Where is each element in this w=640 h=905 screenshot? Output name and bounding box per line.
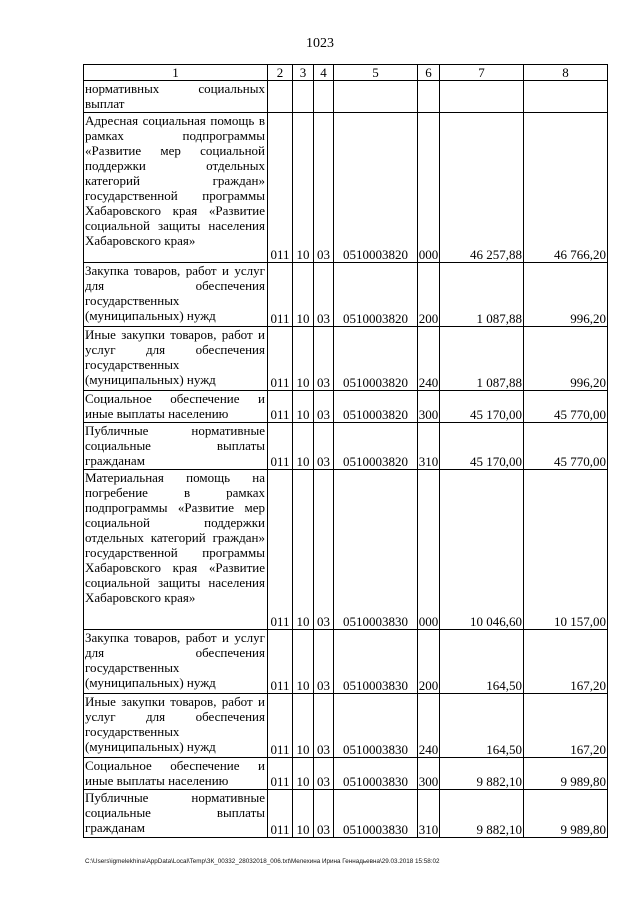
cell-amount-2: 996,20	[524, 327, 608, 391]
budget-table	[83, 64, 608, 838]
cell-subsection: 03	[314, 113, 334, 263]
table-row	[84, 758, 608, 790]
cell-target-article: 0510003830	[334, 630, 418, 694]
cell-amount-1: 10 046,60	[440, 470, 524, 630]
cell-expense-type: 310	[418, 423, 440, 470]
cell-expense-type: 240	[418, 327, 440, 391]
cell-section: 10	[293, 630, 314, 694]
cell-ministry: 011	[268, 630, 293, 694]
table-row	[84, 694, 608, 758]
row-name: Иные закупки товаров, работ и услуг для обеспечения государственных (муниципальных) нужд	[84, 327, 268, 391]
cell-ministry: 011	[268, 470, 293, 630]
table-row	[84, 391, 608, 423]
page-number: 1023	[306, 36, 334, 51]
cell-ministry: 011	[268, 113, 293, 263]
row-name: Закупка товаров, работ и услуг для обеспечения государственных (муниципальных) нужд	[84, 263, 268, 327]
cell-section: 10	[293, 758, 314, 790]
cell-expense-type: 300	[418, 391, 440, 423]
cell-section: 10	[293, 423, 314, 470]
cell-amount-2: 46 766,20	[524, 113, 608, 263]
cell-amount-1: 46 257,88	[440, 113, 524, 263]
cell-amount-2: 45 770,00	[524, 391, 608, 423]
cell-section: 10	[293, 694, 314, 758]
cell-ministry: 011	[268, 327, 293, 391]
row-name: Социальное обеспечение и иные выплаты населению	[84, 758, 268, 790]
cell-target-article: 0510003830	[334, 790, 418, 838]
cell-amount-2: 45 770,00	[524, 423, 608, 470]
cell-section: 10	[293, 263, 314, 327]
cell-target-article: 0510003820	[334, 327, 418, 391]
table-header-row	[84, 65, 608, 81]
table-row	[84, 630, 608, 694]
table-row	[84, 327, 608, 391]
cell-expense-type: 000	[418, 470, 440, 630]
cell-expense-type: 310	[418, 790, 440, 838]
cell-subsection: 03	[314, 694, 334, 758]
header-cell: 1	[84, 65, 268, 81]
header-cell: 3	[293, 65, 314, 81]
cell-section: 10	[293, 113, 314, 263]
header-cell: 5	[334, 65, 418, 81]
cell-ministry: 011	[268, 263, 293, 327]
cell-amount-2: 9 989,80	[524, 758, 608, 790]
cell-ministry: 011	[268, 694, 293, 758]
cell-ministry: 011	[268, 790, 293, 838]
row-name: нормативных социальных выплат	[84, 81, 268, 113]
row-name: Закупка товаров, работ и услуг для обеспечения государственных (муниципальных) нужд	[84, 630, 268, 694]
cell-section: 10	[293, 391, 314, 423]
row-name: Социальное обеспечение и иные выплаты населению	[84, 391, 268, 423]
cell-subsection: 03	[314, 630, 334, 694]
cell-expense-type	[418, 81, 440, 113]
table-row	[84, 790, 608, 838]
cell-expense-type: 300	[418, 758, 440, 790]
row-name: Иные закупки товаров, работ и услуг для обеспечения государственных (муниципальных) нужд	[84, 694, 268, 758]
cell-expense-type: 000	[418, 113, 440, 263]
cell-target-article: 0510003820	[334, 263, 418, 327]
cell-amount-1: 1 087,88	[440, 327, 524, 391]
cell-expense-type: 240	[418, 694, 440, 758]
header-cell: 7	[440, 65, 524, 81]
table-row	[84, 423, 608, 470]
table-row	[84, 113, 608, 263]
cell-target-article: 0510003830	[334, 758, 418, 790]
cell-ministry: 011	[268, 423, 293, 470]
table-row	[84, 263, 608, 327]
cell-amount-1: 9 882,10	[440, 758, 524, 790]
cell-section: 10	[293, 470, 314, 630]
row-name: Публичные нормативные социальные выплаты гражданам	[84, 790, 268, 838]
cell-subsection	[314, 81, 334, 113]
cell-amount-1: 45 170,00	[440, 391, 524, 423]
cell-subsection: 03	[314, 790, 334, 838]
row-name: Материальная помощь на погребение в рамках подпрограммы «Развитие мер социальной поддержки отдельных категорий граждан» государственной программы Хабаровского края «Развитие социальной защиты населения Хабаровского края»	[84, 470, 268, 630]
cell-target-article: 0510003830	[334, 470, 418, 630]
cell-target-article: 0510003830	[334, 694, 418, 758]
table-row	[84, 470, 608, 630]
row-name: Адресная социальная помощь в рамках подпрограммы «Развитие мер социальной поддержки отдельных категорий граждан» государственной программы Хабаровского края «Развитие социальной защиты населения Хабаровского края»	[84, 113, 268, 263]
table-row	[84, 81, 608, 113]
cell-target-article: 0510003820	[334, 423, 418, 470]
header-cell: 4	[314, 65, 334, 81]
cell-ministry	[268, 81, 293, 113]
cell-subsection: 03	[314, 327, 334, 391]
cell-section	[293, 81, 314, 113]
cell-amount-2: 167,20	[524, 694, 608, 758]
cell-target-article: 0510003820	[334, 113, 418, 263]
cell-amount-1: 164,50	[440, 694, 524, 758]
header-cell: 2	[268, 65, 293, 81]
header-cell: 6	[418, 65, 440, 81]
cell-section: 10	[293, 790, 314, 838]
cell-subsection: 03	[314, 758, 334, 790]
cell-subsection: 03	[314, 391, 334, 423]
cell-amount-1: 164,50	[440, 630, 524, 694]
cell-target-article: 0510003820	[334, 391, 418, 423]
cell-subsection: 03	[314, 470, 334, 630]
cell-target-article	[334, 81, 418, 113]
cell-amount-2	[524, 81, 608, 113]
header-cell: 8	[524, 65, 608, 81]
cell-subsection: 03	[314, 263, 334, 327]
cell-expense-type: 200	[418, 630, 440, 694]
cell-amount-1	[440, 81, 524, 113]
cell-amount-2: 10 157,00	[524, 470, 608, 630]
cell-amount-2: 996,20	[524, 263, 608, 327]
cell-ministry: 011	[268, 758, 293, 790]
cell-amount-1: 9 882,10	[440, 790, 524, 838]
cell-amount-1: 45 170,00	[440, 423, 524, 470]
cell-amount-2: 9 989,80	[524, 790, 608, 838]
cell-ministry: 011	[268, 391, 293, 423]
row-name: Публичные нормативные социальные выплаты гражданам	[84, 423, 268, 470]
cell-amount-2: 167,20	[524, 630, 608, 694]
file-path-footer: C:\Users\igmelekhina\AppData\Local\Temp\ЗК_00332_28032018_006.txt\Мелехина Ирина Геннадьевна\29.03.2018 15:58:02	[85, 858, 440, 865]
cell-subsection: 03	[314, 423, 334, 470]
cell-amount-1: 1 087,88	[440, 263, 524, 327]
cell-section: 10	[293, 327, 314, 391]
cell-expense-type: 200	[418, 263, 440, 327]
